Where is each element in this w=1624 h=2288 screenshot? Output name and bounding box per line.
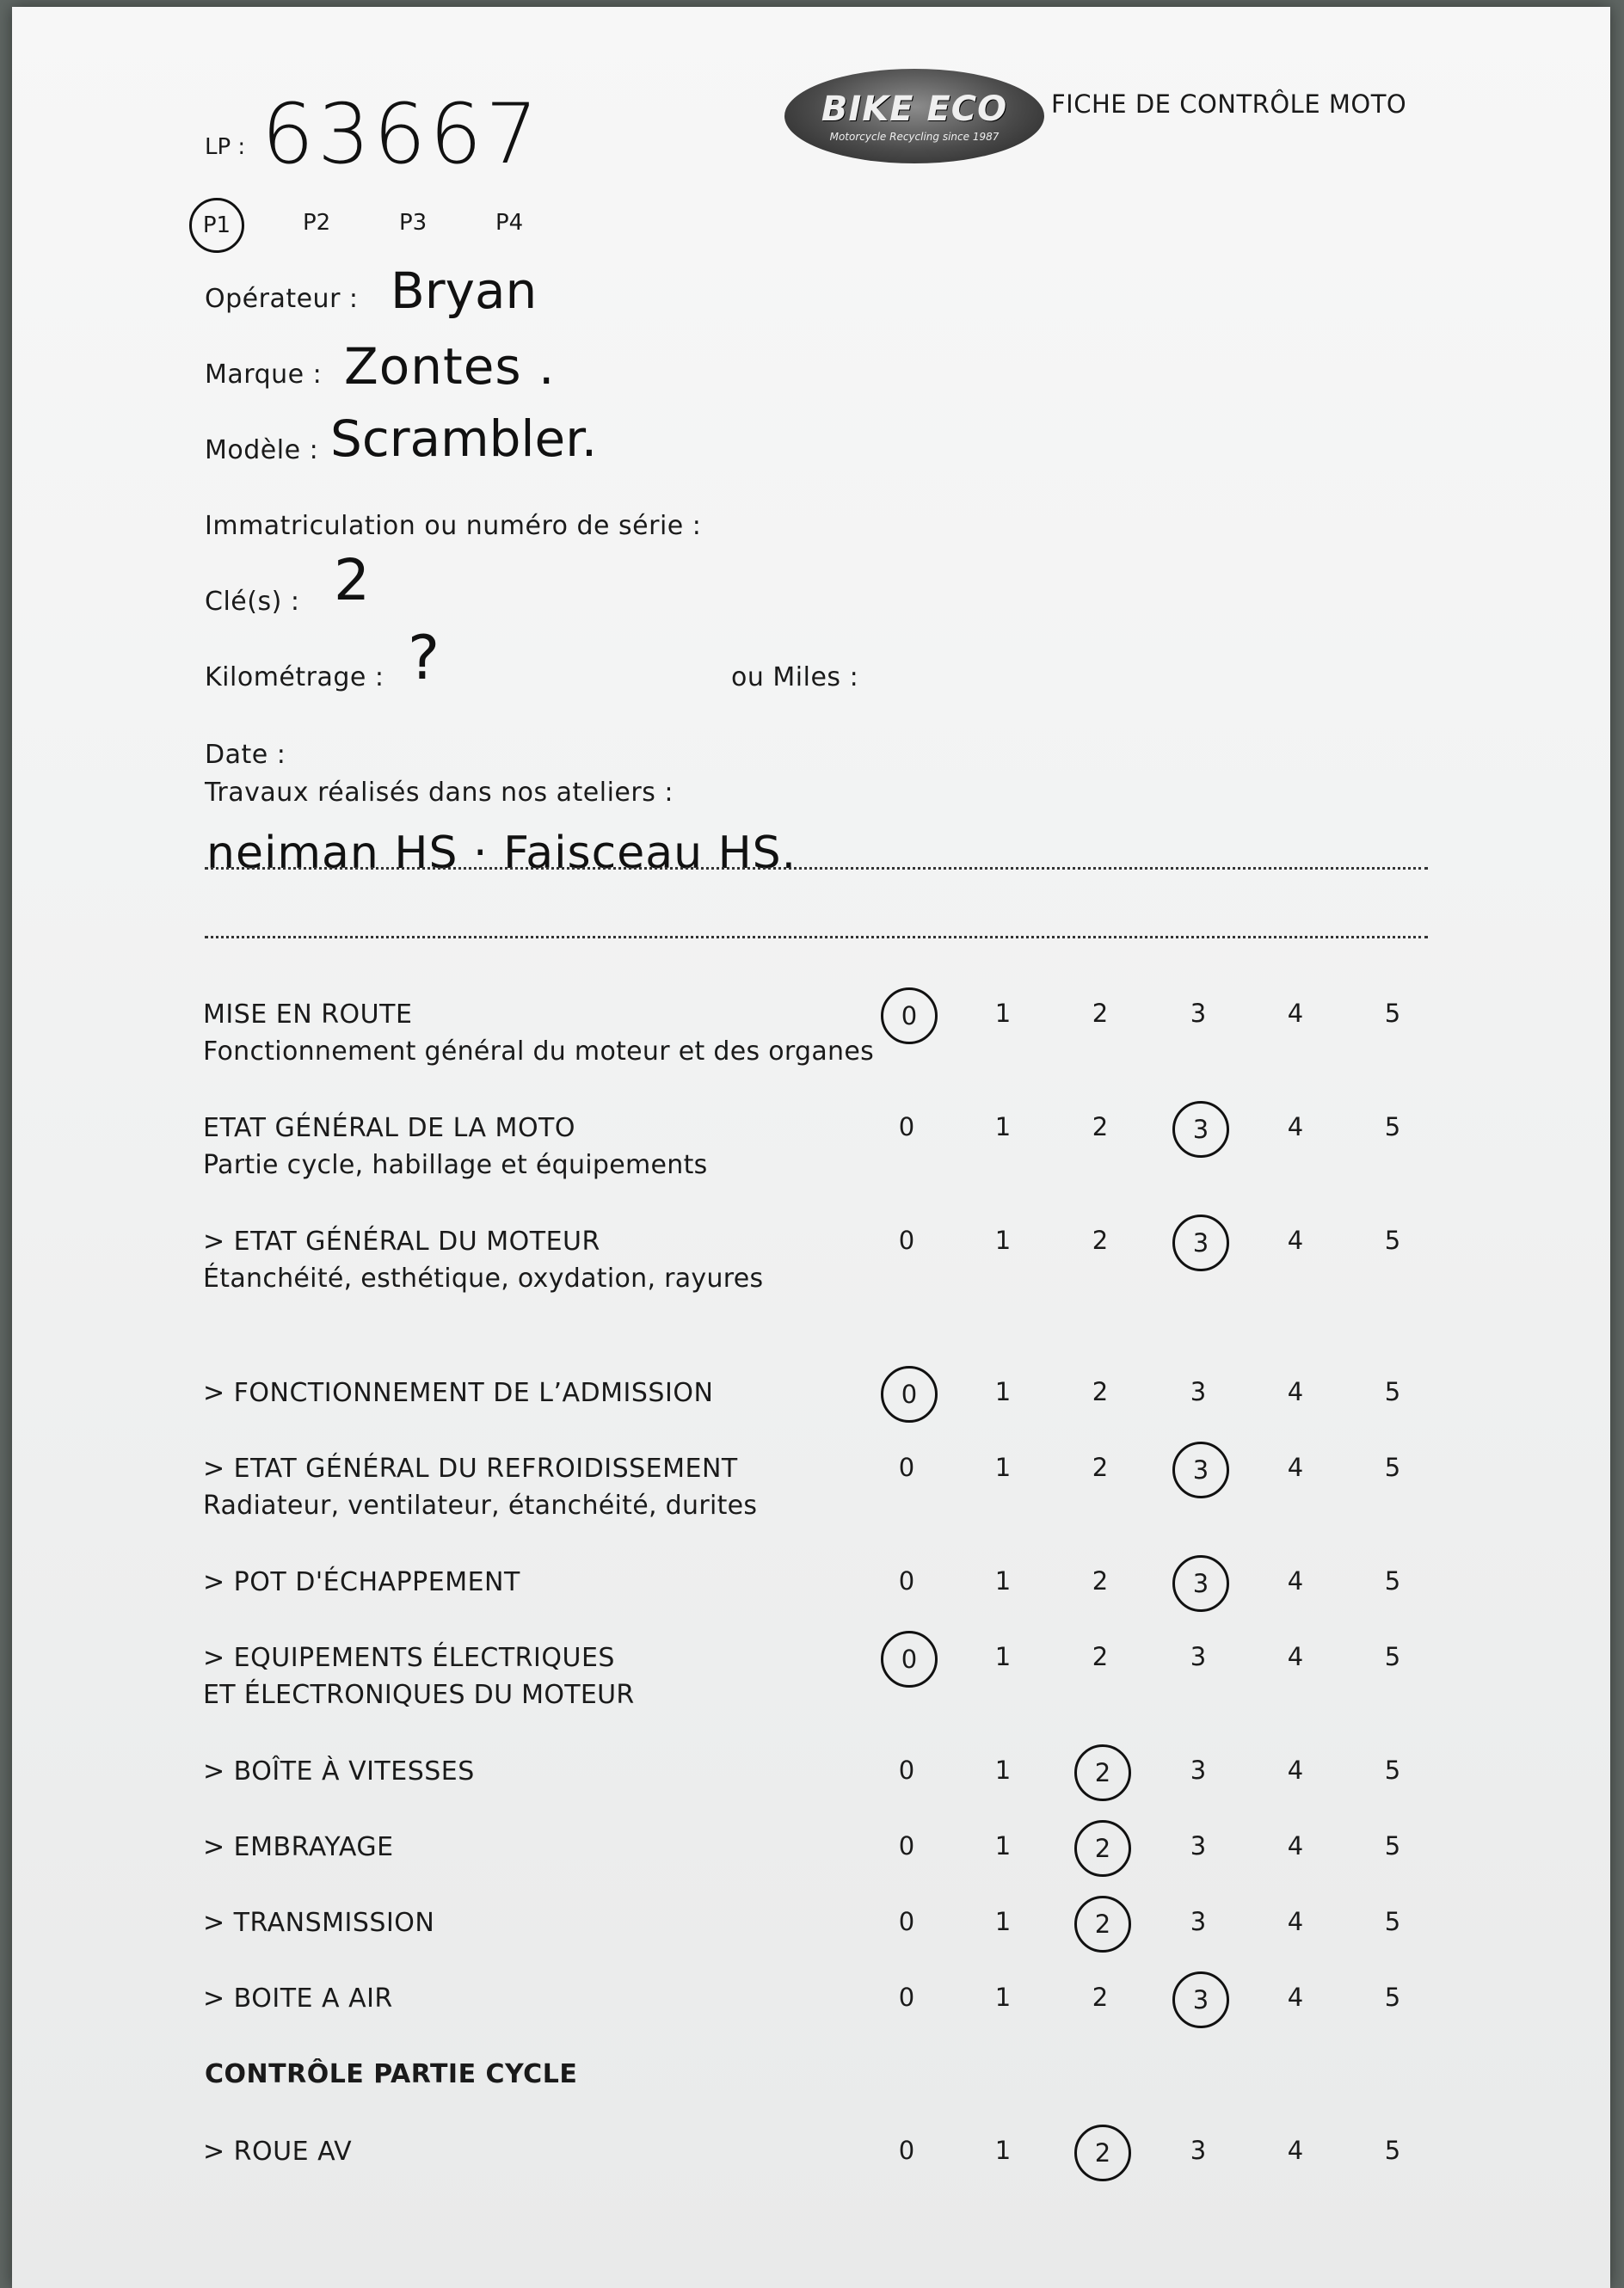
check-title: > EQUIPEMENTS ÉLECTRIQUES: [203, 1643, 615, 1673]
check-row: [203, 1756, 1424, 1834]
score-option-5[interactable]: 5: [1384, 1983, 1401, 2012]
check-row: [203, 1908, 1424, 1985]
score-option-3[interactable]: 3: [1190, 1907, 1207, 1936]
check-title: ETAT GÉNÉRAL DE LA MOTO: [203, 1113, 575, 1143]
score-option-4[interactable]: 4: [1287, 1642, 1304, 1671]
score-option-0[interactable]: 0: [898, 1907, 915, 1936]
check-title: > POT D'ÉCHAPPEMENT: [203, 1567, 520, 1597]
operator-value[interactable]: Bryan: [391, 261, 538, 320]
score-option-3[interactable]: 3: [1172, 1971, 1229, 2028]
check-subtitle: Fonctionnement général du moteur et des organes: [203, 1036, 875, 1067]
score-option-4[interactable]: 4: [1287, 1226, 1304, 1255]
section-cycle-heading: CONTRÔLE PARTIE CYCLE: [205, 2059, 578, 2089]
model-value[interactable]: Scrambler.: [330, 409, 598, 468]
score-option-5[interactable]: 5: [1384, 1831, 1401, 1861]
check-row: [203, 1567, 1424, 1645]
score-option-4[interactable]: 4: [1287, 1453, 1304, 1482]
mileage-label: Kilométrage :: [205, 662, 384, 692]
check-row: [203, 1227, 1424, 1304]
miles-label: ou Miles :: [731, 662, 859, 692]
score-option-3[interactable]: 3: [1190, 1831, 1207, 1861]
score-option-3[interactable]: 3: [1172, 1555, 1229, 1612]
score-option-2[interactable]: 2: [1092, 1377, 1109, 1406]
score-option-1[interactable]: 1: [994, 1377, 1012, 1406]
score-option-0[interactable]: 0: [881, 987, 938, 1044]
check-row: [203, 1643, 1424, 1720]
position-p4[interactable]: P4: [495, 210, 524, 236]
score-option-5[interactable]: 5: [1384, 1453, 1401, 1482]
check-row: [203, 1113, 1424, 1190]
score-option-3[interactable]: 3: [1190, 1642, 1207, 1671]
check-title: > FONCTIONNEMENT DE L’ADMISSION: [203, 1378, 714, 1408]
score-option-0[interactable]: 0: [898, 2136, 915, 2165]
score-option-3[interactable]: 3: [1172, 1101, 1229, 1158]
check-row: [203, 1378, 1424, 1455]
score-option-0[interactable]: 0: [881, 1631, 938, 1688]
position-p2[interactable]: P2: [303, 210, 331, 236]
score-option-5[interactable]: 5: [1384, 999, 1401, 1028]
model-label: Modèle :: [205, 435, 319, 465]
score-option-3[interactable]: 3: [1172, 1442, 1229, 1498]
score-option-1[interactable]: 1: [994, 2136, 1012, 2165]
lp-label: LP :: [205, 134, 246, 160]
score-option-1[interactable]: 1: [994, 1983, 1012, 2012]
position-selector: [189, 198, 551, 249]
check-subtitle: Étanchéité, esthétique, oxydation, rayures: [203, 1264, 764, 1294]
score-option-1[interactable]: 1: [994, 1907, 1012, 1936]
score-option-2[interactable]: 2: [1074, 1744, 1131, 1801]
score-option-2[interactable]: 2: [1092, 1226, 1109, 1255]
score-option-5[interactable]: 5: [1384, 1756, 1401, 1785]
registration-label: Immatriculation ou numéro de série :: [205, 511, 702, 541]
operator-label: Opérateur :: [205, 284, 359, 314]
score-option-1[interactable]: 1: [994, 1831, 1012, 1861]
score-option-2[interactable]: 2: [1092, 1453, 1109, 1482]
score-option-0[interactable]: 0: [898, 1831, 915, 1861]
score-option-1[interactable]: 1: [994, 1226, 1012, 1255]
score-option-2[interactable]: 2: [1074, 1896, 1131, 1953]
check-title: MISE EN ROUTE: [203, 999, 413, 1030]
score-option-1[interactable]: 1: [994, 999, 1012, 1028]
score-option-3[interactable]: 3: [1190, 1377, 1207, 1406]
check-row: [203, 1984, 1424, 2061]
score-option-4[interactable]: 4: [1287, 999, 1304, 1028]
mileage-value[interactable]: ?: [408, 623, 440, 693]
score-option-4[interactable]: 4: [1287, 1756, 1304, 1785]
check-subtitle: ET ÉLECTRONIQUES DU MOTEUR: [203, 1680, 635, 1710]
score-option-0[interactable]: 0: [898, 1226, 915, 1255]
keys-value[interactable]: 2: [334, 547, 370, 613]
brand-value[interactable]: Zontes .: [344, 337, 556, 396]
works-line-1: [205, 867, 1428, 870]
score-option-0[interactable]: 0: [898, 1983, 915, 2012]
lp-number: 63667: [261, 86, 542, 182]
score-option-5[interactable]: 5: [1384, 1377, 1401, 1406]
score-option-5[interactable]: 5: [1384, 2136, 1401, 2165]
brand-label: Marque :: [205, 360, 323, 390]
works-value[interactable]: neiman HS · Faisceau HS.: [206, 827, 797, 879]
score-option-4[interactable]: 4: [1287, 1831, 1304, 1861]
score-option-2[interactable]: 2: [1074, 2125, 1131, 2181]
keys-label: Clé(s) :: [205, 587, 300, 617]
check-row: [203, 999, 1424, 1077]
score-option-4[interactable]: 4: [1287, 1907, 1304, 1936]
score-option-1[interactable]: 1: [994, 1453, 1012, 1482]
score-option-2[interactable]: 2: [1092, 1983, 1109, 2012]
check-row: [203, 1454, 1424, 1531]
cycle-check-row: [203, 2137, 1424, 2214]
logo-tagline: Motorcycle Recycling since 1987: [829, 131, 1000, 143]
score-option-2[interactable]: 2: [1092, 1566, 1109, 1596]
score-option-4[interactable]: 4: [1287, 1983, 1304, 2012]
date-label: Date :: [205, 740, 286, 770]
score-option-3[interactable]: 3: [1190, 1756, 1207, 1785]
score-option-3[interactable]: 3: [1190, 2136, 1207, 2165]
check-title: > EMBRAYAGE: [203, 1832, 394, 1862]
score-option-4[interactable]: 4: [1287, 1566, 1304, 1596]
score-option-3[interactable]: 3: [1172, 1215, 1229, 1271]
check-title: > ETAT GÉNÉRAL DU MOTEUR: [203, 1227, 600, 1257]
works-line-2: [205, 936, 1428, 938]
score-option-0[interactable]: 0: [898, 1756, 915, 1785]
score-option-4[interactable]: 4: [1287, 2136, 1304, 2165]
score-option-2[interactable]: 2: [1092, 1642, 1109, 1671]
score-option-4[interactable]: 4: [1287, 1112, 1304, 1141]
check-subtitle: Radiateur, ventilateur, étanchéité, durites: [203, 1491, 758, 1521]
score-option-1[interactable]: 1: [994, 1566, 1012, 1596]
score-option-0[interactable]: 0: [898, 1453, 915, 1482]
score-option-3[interactable]: 3: [1190, 999, 1207, 1028]
score-option-5[interactable]: 5: [1384, 1907, 1401, 1936]
check-row: [203, 1832, 1424, 1910]
works-label: Travaux réalisés dans nos ateliers :: [205, 778, 674, 808]
inspection-sheet: [12, 7, 1610, 2288]
score-option-4[interactable]: 4: [1287, 1377, 1304, 1406]
bike-eco-logo: [784, 69, 1044, 163]
score-option-1[interactable]: 1: [994, 1112, 1012, 1141]
score-option-2[interactable]: 2: [1092, 999, 1109, 1028]
score-option-5[interactable]: 5: [1384, 1566, 1401, 1596]
check-title: > ETAT GÉNÉRAL DU REFROIDISSEMENT: [203, 1454, 738, 1484]
position-p1[interactable]: P1: [189, 198, 244, 253]
check-title: > ROUE AV: [203, 2137, 353, 2167]
logo-brand: BIKE ECO: [821, 89, 1008, 129]
check-title: > BOÎTE À VITESSES: [203, 1756, 475, 1787]
score-option-1[interactable]: 1: [994, 1756, 1012, 1785]
score-option-1[interactable]: 1: [994, 1642, 1012, 1671]
score-option-0[interactable]: 0: [898, 1112, 915, 1141]
score-option-5[interactable]: 5: [1384, 1226, 1401, 1255]
position-p3[interactable]: P3: [399, 210, 428, 236]
score-option-5[interactable]: 5: [1384, 1112, 1401, 1141]
score-option-2[interactable]: 2: [1074, 1820, 1131, 1877]
score-option-2[interactable]: 2: [1092, 1112, 1109, 1141]
score-option-5[interactable]: 5: [1384, 1642, 1401, 1671]
score-option-0[interactable]: 0: [881, 1366, 938, 1423]
form-title: FICHE DE CONTRÔLE MOTO: [1051, 89, 1407, 119]
score-option-0[interactable]: 0: [898, 1566, 915, 1596]
check-title: > TRANSMISSION: [203, 1908, 435, 1938]
check-title: > BOITE A AIR: [203, 1984, 393, 2014]
check-subtitle: Partie cycle, habillage et équipements: [203, 1150, 708, 1180]
